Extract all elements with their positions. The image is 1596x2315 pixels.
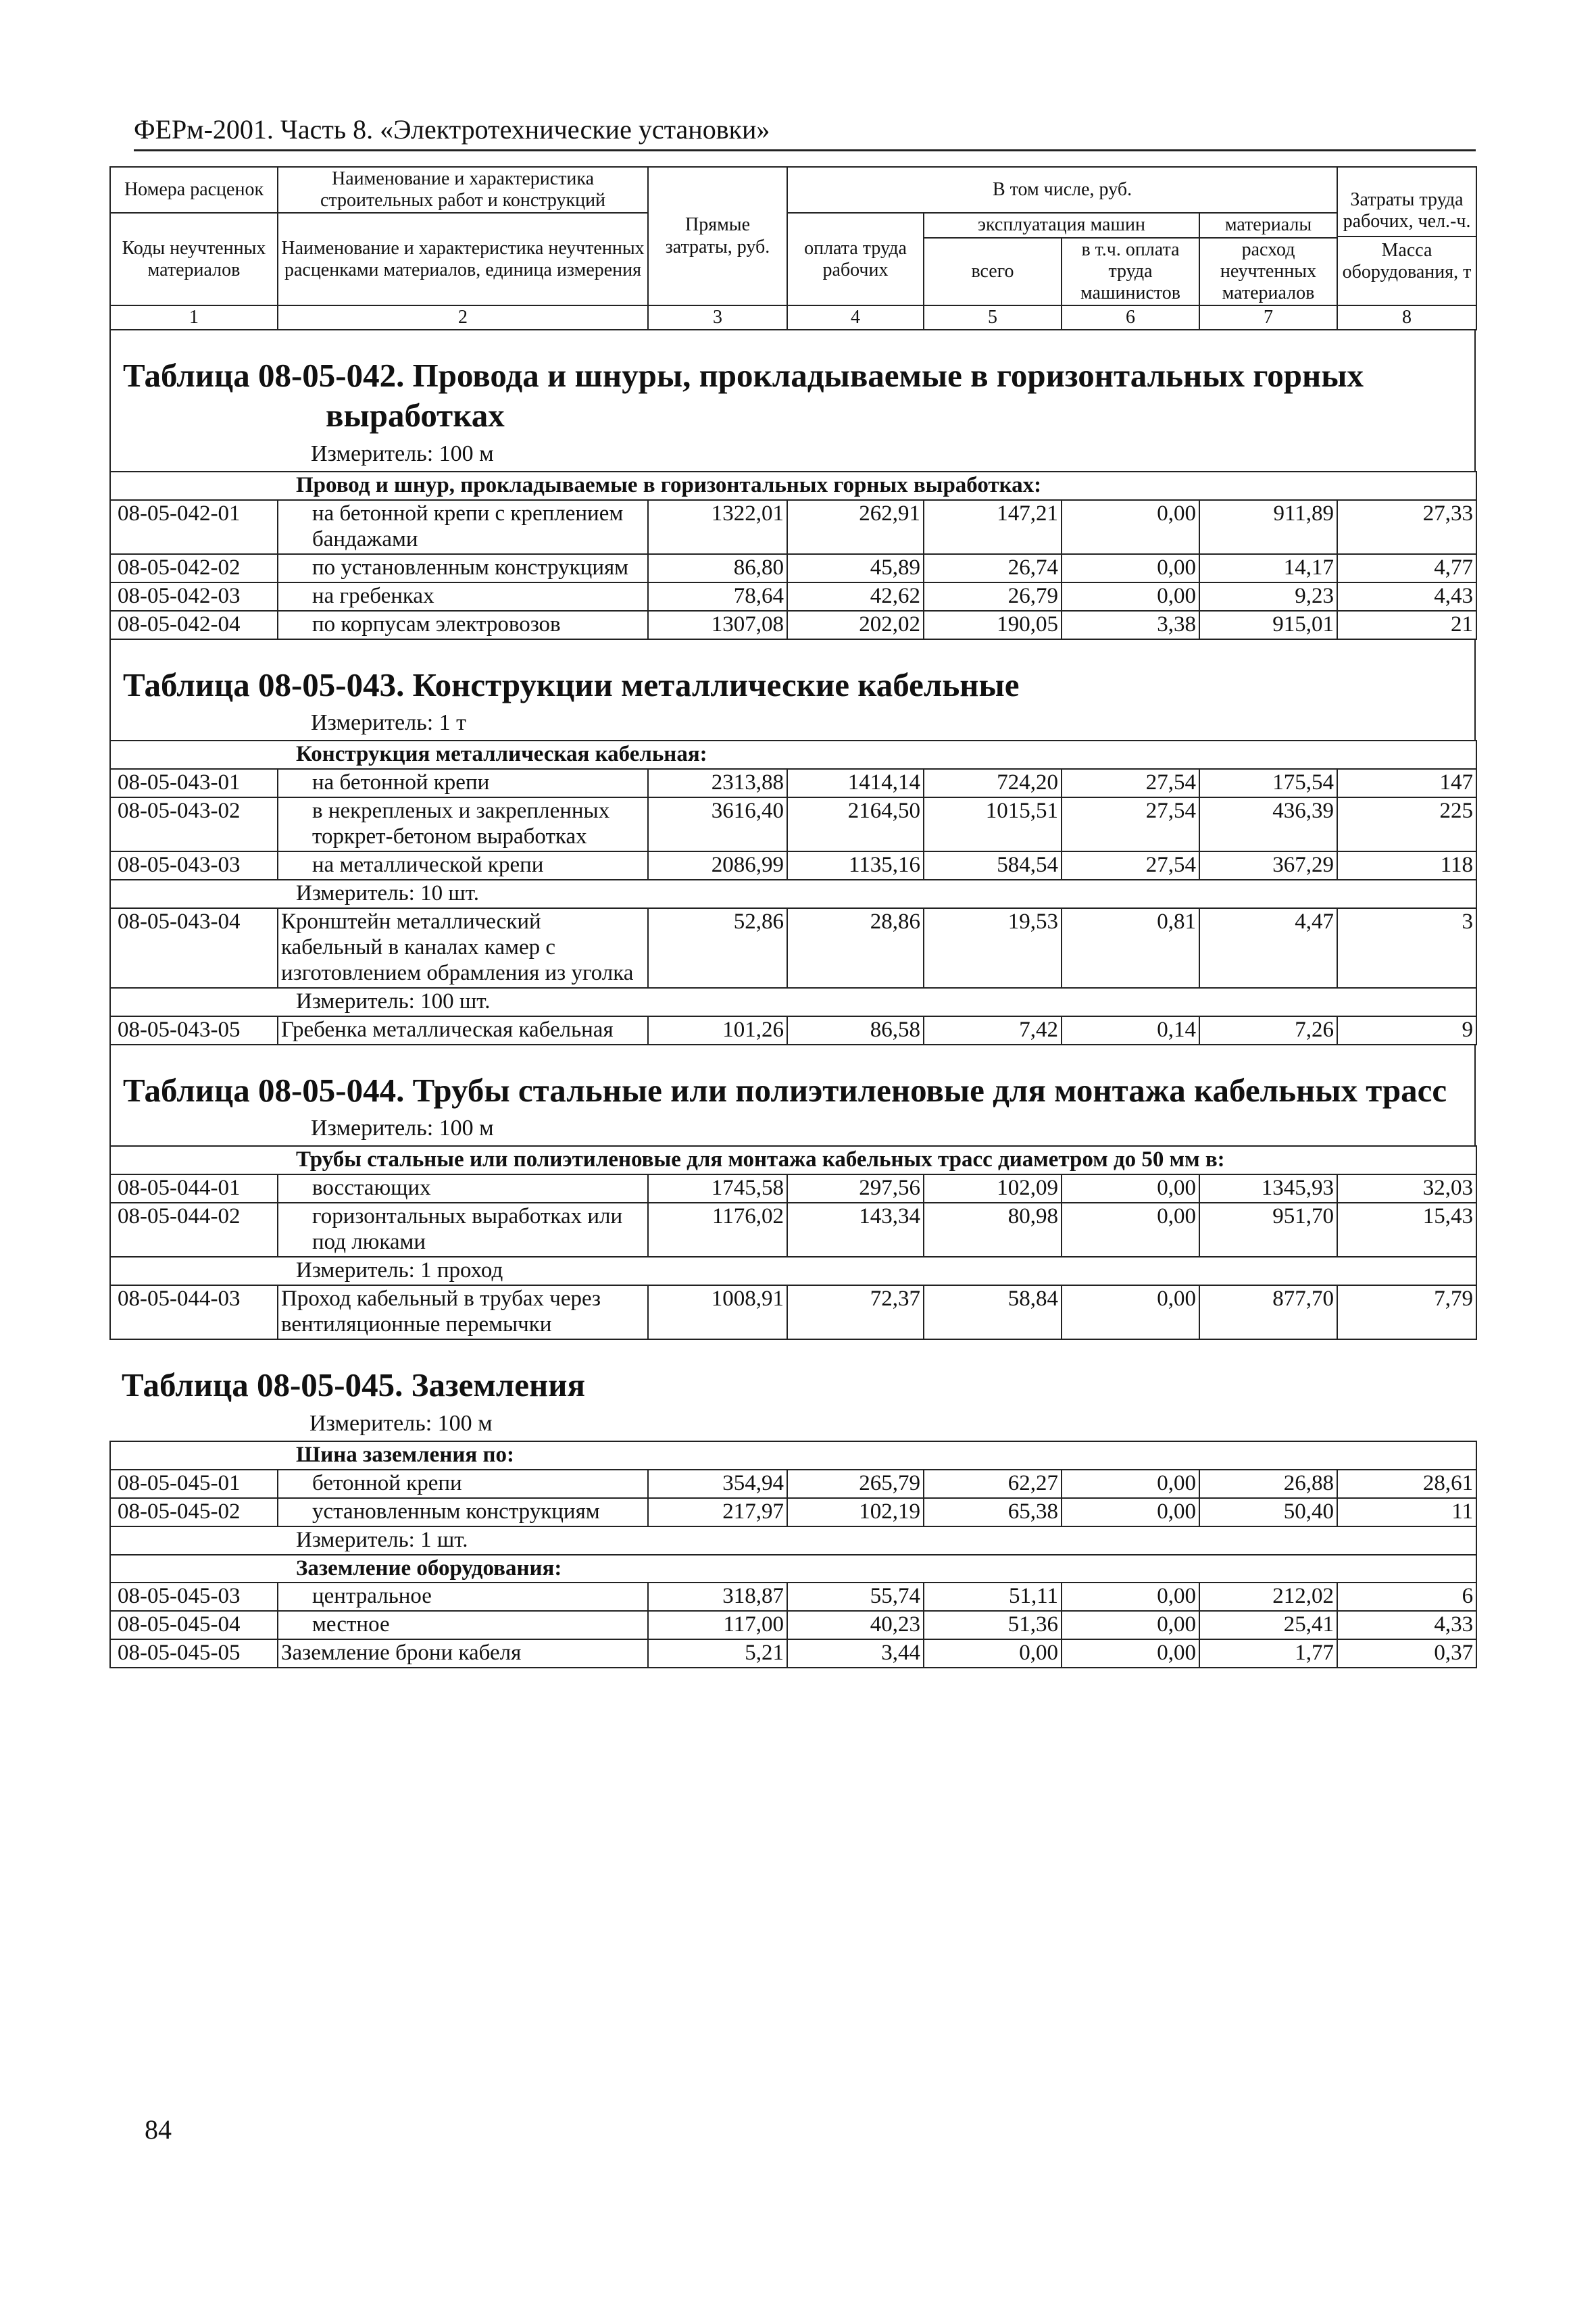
section-title: Таблица 08-05-045. Заземления <box>122 1366 585 1403</box>
value-cell: 7,79 <box>1337 1285 1476 1339</box>
value-cell: 51,36 <box>924 1611 1062 1639</box>
value-cell: 101,26 <box>648 1016 787 1045</box>
value-cell: 3 <box>1337 908 1476 988</box>
value-cell: 318,87 <box>648 1583 787 1611</box>
work-name: местное <box>278 1611 648 1639</box>
rate-code: 08-05-042-01 <box>110 500 278 554</box>
value-cell: 3,38 <box>1062 611 1199 639</box>
value-cell: 877,70 <box>1199 1285 1337 1339</box>
section-title: Таблица 08-05-044. Трубы стальные или полиэтиленовые для монтажа кабельных трасс <box>123 1071 1447 1109</box>
table-row <box>110 1583 1476 1611</box>
value-cell: 265,79 <box>787 1470 924 1498</box>
value-cell: 4,33 <box>1337 1611 1476 1639</box>
col-header-labor-pay: оплата труда рабочих <box>787 213 924 305</box>
rate-code: 08-05-043-05 <box>110 1016 278 1045</box>
value-cell: 14,17 <box>1199 554 1337 582</box>
rate-code: 08-05-042-03 <box>110 582 278 611</box>
value-cell: 27,54 <box>1062 797 1199 851</box>
value-cell: 0,00 <box>1062 1203 1199 1257</box>
rate-code: 08-05-045-04 <box>110 1611 278 1639</box>
section-title: Таблица 08-05-042. Провода и шнуры, прокладываемые в горизонтальных горных <box>123 357 1364 395</box>
value-cell: 117,00 <box>648 1611 787 1639</box>
value-cell: 26,79 <box>924 582 1062 611</box>
table-row <box>110 582 1476 611</box>
col-header-machinists-pay: в т.ч. оплата труда машинистов <box>1062 238 1199 306</box>
meter-unit: Измеритель: 10 шт. <box>110 880 1476 908</box>
col-number: 1 <box>110 305 278 330</box>
col-header-mass: Масса оборудования, т <box>1342 239 1472 282</box>
value-cell: 1322,01 <box>648 500 787 554</box>
section-title: Таблица 08-05-043. Конструкции металлические кабельные <box>123 666 1020 703</box>
value-cell: 25,41 <box>1199 1611 1337 1639</box>
value-cell: 86,58 <box>787 1016 924 1045</box>
value-cell: 58,84 <box>924 1285 1062 1339</box>
group-heading: Заземление оборудования: <box>110 1555 1476 1583</box>
section-title-continued: выработках <box>326 397 505 434</box>
value-cell: 297,56 <box>787 1174 924 1203</box>
value-cell: 5,21 <box>648 1639 787 1668</box>
value-cell: 27,54 <box>1062 769 1199 797</box>
value-cell: 1345,93 <box>1199 1174 1337 1203</box>
value-cell: 0,00 <box>1062 500 1199 554</box>
group-heading: Трубы стальные или полиэтиленовые для монтажа кабельных трасс диаметром до 50 мм в: <box>110 1146 1476 1174</box>
col-header-machines: эксплуатация машин <box>924 213 1199 237</box>
rate-code: 08-05-045-02 <box>110 1498 278 1526</box>
work-name: на бетонной крепи <box>278 769 648 797</box>
table-row <box>110 1203 1476 1257</box>
work-name: Гребенка металлическая кабельная <box>278 1016 648 1045</box>
value-cell: 26,74 <box>924 554 1062 582</box>
value-cell: 9,23 <box>1199 582 1337 611</box>
value-cell: 2086,99 <box>648 851 787 880</box>
rate-code: 08-05-044-03 <box>110 1285 278 1339</box>
col-number: 7 <box>1199 305 1337 330</box>
value-cell: 147 <box>1337 769 1476 797</box>
rate-code: 08-05-044-02 <box>110 1203 278 1257</box>
rate-code: 08-05-042-04 <box>110 611 278 639</box>
table-row <box>110 1470 1476 1498</box>
rate-code: 08-05-045-01 <box>110 1470 278 1498</box>
rate-code: 08-05-043-01 <box>110 769 278 797</box>
value-cell: 52,86 <box>648 908 787 988</box>
value-cell: 0,00 <box>924 1639 1062 1668</box>
value-cell: 190,05 <box>924 611 1062 639</box>
value-cell: 225 <box>1337 797 1476 851</box>
value-cell: 21 <box>1337 611 1476 639</box>
value-cell: 915,01 <box>1199 611 1337 639</box>
rate-code: 08-05-045-05 <box>110 1639 278 1668</box>
value-cell: 0,00 <box>1062 1470 1199 1498</box>
col-number: 5 <box>924 305 1062 330</box>
meter-unit: Измеритель: 1 проход <box>110 1257 1476 1285</box>
rate-code: 08-05-044-01 <box>110 1174 278 1203</box>
value-cell: 26,88 <box>1199 1470 1337 1498</box>
meter-unit: Измеритель: 100 м <box>309 1410 493 1436</box>
col-header-machines-total: всего <box>924 238 1062 306</box>
col-header-direct-costs: Прямые затраты, руб. <box>648 167 787 305</box>
work-name: в некрепленых и закрепленных торкрет-бетоном выработках <box>278 797 648 851</box>
value-cell: 7,42 <box>924 1016 1062 1045</box>
value-cell: 72,37 <box>787 1285 924 1339</box>
table-row <box>110 769 1476 797</box>
document-table <box>109 166 1476 1668</box>
group-heading: Провод и шнур, прокладываемые в горизонтальных горных выработках: <box>110 472 1476 500</box>
col-number: 8 <box>1337 305 1476 330</box>
value-cell: 584,54 <box>924 851 1062 880</box>
value-cell: 724,20 <box>924 769 1062 797</box>
value-cell: 102,09 <box>924 1174 1062 1203</box>
value-cell: 3616,40 <box>648 797 787 851</box>
value-cell: 3,44 <box>787 1639 924 1668</box>
value-cell: 147,21 <box>924 500 1062 554</box>
value-cell: 51,11 <box>924 1583 1062 1611</box>
table-08-05-045 <box>109 1441 1477 1669</box>
table-row <box>110 1611 1476 1639</box>
value-cell: 6 <box>1337 1583 1476 1611</box>
value-cell: 0,00 <box>1062 582 1199 611</box>
value-cell: 143,34 <box>787 1203 924 1257</box>
work-name: Проход кабельный в трубах через вентиляционные перемычки <box>278 1285 648 1339</box>
col-number: 4 <box>787 305 924 330</box>
value-cell: 19,53 <box>924 908 1062 988</box>
col-header-material-codes: Коды неучтенных материалов <box>110 213 278 305</box>
value-cell: 911,89 <box>1199 500 1337 554</box>
value-cell: 27,33 <box>1337 500 1476 554</box>
value-cell: 0,14 <box>1062 1016 1199 1045</box>
value-cell: 1135,16 <box>787 851 924 880</box>
meter-unit: Измеритель: 100 шт. <box>110 988 1476 1016</box>
value-cell: 32,03 <box>1337 1174 1476 1203</box>
value-cell: 1015,51 <box>924 797 1062 851</box>
meter-unit: Измеритель: 1 шт. <box>110 1526 1476 1555</box>
value-cell: 367,29 <box>1199 851 1337 880</box>
value-cell: 118 <box>1337 851 1476 880</box>
table-row <box>110 1498 1476 1526</box>
col-number: 2 <box>278 305 648 330</box>
value-cell: 55,74 <box>787 1583 924 1611</box>
rate-code: 08-05-045-03 <box>110 1583 278 1611</box>
value-cell: 45,89 <box>787 554 924 582</box>
value-cell: 27,54 <box>1062 851 1199 880</box>
value-cell: 40,23 <box>787 1611 924 1639</box>
value-cell: 0,00 <box>1062 1639 1199 1668</box>
value-cell: 212,02 <box>1199 1583 1337 1611</box>
value-cell: 11 <box>1337 1498 1476 1526</box>
value-cell: 78,64 <box>648 582 787 611</box>
work-name: бетонной крепи <box>278 1470 648 1498</box>
meter-unit: Измеритель: 100 м <box>311 441 494 466</box>
col-header-including: В том числе, руб. <box>787 167 1337 213</box>
page-number: 84 <box>145 2114 172 2145</box>
table-08-05-044 <box>109 1145 1477 1340</box>
work-name: на металлической крепи <box>278 851 648 880</box>
table-08-05-042 <box>109 471 1477 640</box>
value-cell: 28,86 <box>787 908 924 988</box>
value-cell: 202,02 <box>787 611 924 639</box>
value-cell: 0,00 <box>1062 1611 1199 1639</box>
table-row <box>110 1285 1476 1339</box>
group-heading: Шина заземления по: <box>110 1441 1476 1470</box>
section-08-05-043 <box>109 640 1476 741</box>
col-number: 6 <box>1062 305 1199 330</box>
table-row <box>110 1016 1476 1045</box>
meter-unit: Измеритель: 1 т <box>311 710 467 736</box>
value-cell: 0,00 <box>1062 1285 1199 1339</box>
value-cell: 0,00 <box>1062 1174 1199 1203</box>
table-row <box>110 554 1476 582</box>
value-cell: 65,38 <box>924 1498 1062 1526</box>
rate-code: 08-05-043-02 <box>110 797 278 851</box>
page-header: ФЕРм-2001. Часть 8. «Электротехнические установки» <box>134 114 1476 151</box>
work-name: на бетонной крепи с креплением бандажами <box>278 500 648 554</box>
value-cell: 1176,02 <box>648 1203 787 1257</box>
col-header-work-name: Наименование и характеристика строительных работ и конструкций <box>278 167 648 213</box>
col-header-materials: материалы <box>1199 213 1337 237</box>
value-cell: 0,37 <box>1337 1639 1476 1668</box>
table-row <box>110 500 1476 554</box>
meter-unit: Измеритель: 100 м <box>311 1116 494 1141</box>
value-cell: 4,77 <box>1337 554 1476 582</box>
rate-code: 08-05-043-03 <box>110 851 278 880</box>
value-cell: 354,94 <box>648 1470 787 1498</box>
section-08-05-045 <box>109 1340 1476 1441</box>
value-cell: 436,39 <box>1199 797 1337 851</box>
table-row <box>110 1639 1476 1668</box>
value-cell: 50,40 <box>1199 1498 1337 1526</box>
work-name: горизонтальных выработках или под люками <box>278 1203 648 1257</box>
value-cell: 28,61 <box>1337 1470 1476 1498</box>
value-cell: 62,27 <box>924 1470 1062 1498</box>
value-cell: 102,19 <box>787 1498 924 1526</box>
value-cell: 0,00 <box>1062 554 1199 582</box>
value-cell: 951,70 <box>1199 1203 1337 1257</box>
value-cell: 1,77 <box>1199 1639 1337 1668</box>
rate-code: 08-05-043-04 <box>110 908 278 988</box>
value-cell: 7,26 <box>1199 1016 1337 1045</box>
group-heading: Конструкция металлическая кабельная: <box>110 741 1476 769</box>
value-cell: 2313,88 <box>648 769 787 797</box>
table-row <box>110 851 1476 880</box>
value-cell: 0,00 <box>1062 1498 1199 1526</box>
work-name: восстающих <box>278 1174 648 1203</box>
table-row <box>110 797 1476 851</box>
value-cell: 217,97 <box>648 1498 787 1526</box>
table-row <box>110 908 1476 988</box>
value-cell: 42,62 <box>787 582 924 611</box>
value-cell: 175,54 <box>1199 769 1337 797</box>
value-cell: 4,43 <box>1337 582 1476 611</box>
value-cell: 262,91 <box>787 500 924 554</box>
value-cell: 1008,91 <box>648 1285 787 1339</box>
work-name: установленным конструкциям <box>278 1498 648 1526</box>
col-header-labor-cost: Затраты труда рабочих, чел.-ч. <box>1338 186 1476 237</box>
work-name: на гребенках <box>278 582 648 611</box>
col-header-material-usage: расход неучтенных материалов <box>1199 238 1337 306</box>
work-name: Кронштейн металлический кабельный в каналах камер с изготовлением обрамления из уголка <box>278 908 648 988</box>
value-cell: 2164,50 <box>787 797 924 851</box>
table-row <box>110 611 1476 639</box>
work-name: центральное <box>278 1583 648 1611</box>
value-cell: 1307,08 <box>648 611 787 639</box>
rate-code: 08-05-042-02 <box>110 554 278 582</box>
value-cell: 80,98 <box>924 1203 1062 1257</box>
table-row <box>110 1174 1476 1203</box>
value-cell: 0,00 <box>1062 1583 1199 1611</box>
value-cell: 1745,58 <box>648 1174 787 1203</box>
col-header-rate-numbers: Номера расценок <box>110 167 278 213</box>
value-cell: 0,81 <box>1062 908 1199 988</box>
value-cell: 4,47 <box>1199 908 1337 988</box>
col-header-material-name: Наименование и характеристика неучтенных расценками материалов, единица измерения <box>278 213 648 305</box>
value-cell: 86,80 <box>648 554 787 582</box>
value-cell: 15,43 <box>1337 1203 1476 1257</box>
value-cell: 1414,14 <box>787 769 924 797</box>
column-header-table <box>109 166 1477 330</box>
col-header-labor-and-mass <box>1337 167 1476 305</box>
work-name: по корпусам электровозов <box>278 611 648 639</box>
section-08-05-044 <box>109 1045 1476 1146</box>
table-08-05-043 <box>109 740 1477 1045</box>
section-08-05-042 <box>109 330 1476 471</box>
work-name: Заземление брони кабеля <box>278 1639 648 1668</box>
work-name: по установленным конструкциям <box>278 554 648 582</box>
value-cell: 9 <box>1337 1016 1476 1045</box>
col-number: 3 <box>648 305 787 330</box>
